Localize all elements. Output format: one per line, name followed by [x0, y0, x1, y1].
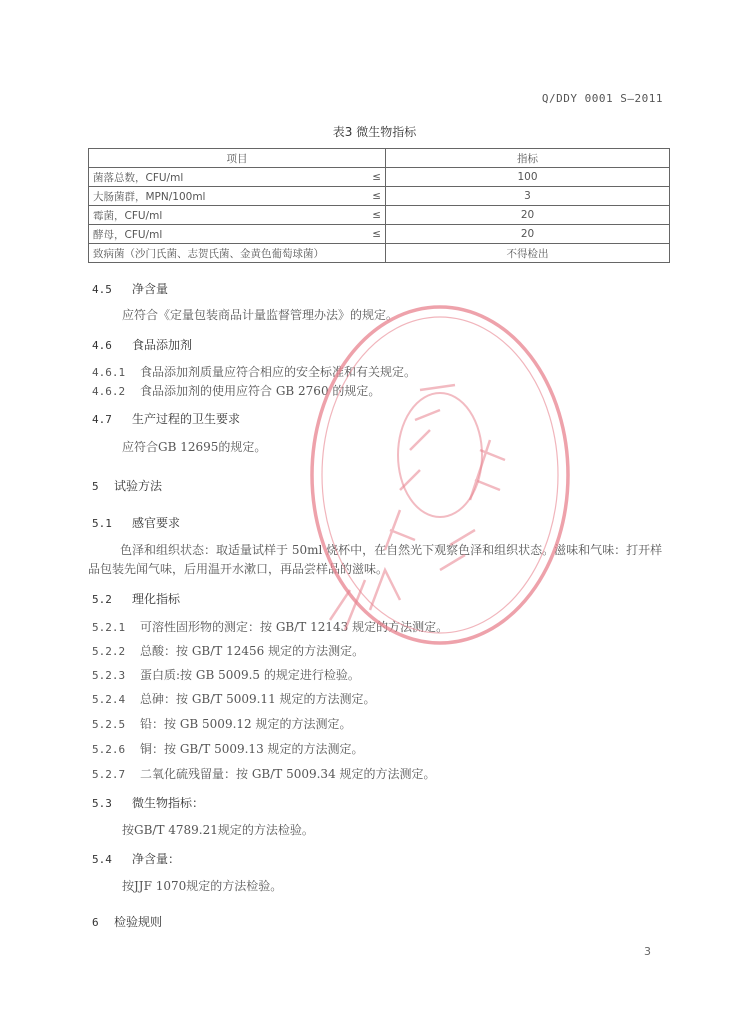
- paragraph-4-7: 应符合GB 12695的规定。: [122, 440, 267, 454]
- table-row: [89, 168, 670, 187]
- row-operator: ≤: [357, 225, 386, 244]
- clause-text: 食品添加剂的使用应符合 GB 2760 的规定。: [140, 384, 381, 398]
- paragraph-5-1: 色泽和组织状态：取适量试样于 50ml 烧杯中，在自然光下观察色泽和组织状态。滋味和气味：打开样品包装先闻气味，后用温开水漱口，再品尝样品的滋味。: [88, 543, 663, 576]
- row-value: 20: [386, 206, 670, 225]
- clause-text: 食品添加剂质量应符合相应的安全标准和有关规定。: [140, 365, 417, 379]
- section-number: 5.4: [92, 853, 112, 866]
- clause-text: 总酸：按 GB/T 12456 规定的方法测定。: [140, 644, 365, 658]
- section-heading-4-5: [92, 280, 168, 297]
- section-heading-4-7: [92, 410, 240, 427]
- section-title: 感官要求: [132, 516, 181, 530]
- table-row: [89, 225, 670, 244]
- company-seal-stamp: [290, 290, 580, 650]
- clause-5-2-7: [92, 765, 436, 782]
- section-number: 6: [92, 916, 99, 929]
- section-title: 生产过程的卫生要求: [132, 412, 241, 426]
- clause-number: 5.2.3: [92, 669, 126, 682]
- section-heading-4-6: [92, 336, 192, 353]
- section-number: 5.1: [92, 517, 112, 530]
- microbiology-table: [88, 148, 670, 263]
- clause-text: 总砷：按 GB/T 5009.11 规定的方法测定。: [140, 692, 376, 706]
- clause-number: 5.2.5: [92, 718, 126, 731]
- row-name: 大肠菌群，MPN/100ml: [89, 187, 358, 206]
- section-number: 4.5: [92, 283, 112, 296]
- section-title: 理化指标: [132, 592, 181, 606]
- section-heading-5-3: [92, 794, 204, 811]
- row-value: 3: [386, 187, 670, 206]
- clause-text: 可溶性固形物的测定：按 GB/T 12143 规定的方法测定。: [140, 620, 449, 634]
- row-operator: ≤: [357, 206, 386, 225]
- row-name: 菌落总数，CFU/ml: [89, 168, 358, 187]
- clause-text: 铜：按 GB/T 5009.13 规定的方法测定。: [140, 742, 364, 756]
- clause-5-2-2: [92, 642, 364, 659]
- clause-text: 铅：按 GB 5009.12 规定的方法测定。: [140, 717, 352, 731]
- section-number: 4.6: [92, 339, 112, 352]
- section-heading-5: [92, 477, 162, 494]
- seal-outer-ring: [312, 307, 568, 643]
- clause-5-2-6: [92, 740, 364, 757]
- table-row: [89, 187, 670, 206]
- table-header-row: [89, 149, 670, 168]
- table-row: [89, 206, 670, 225]
- clause-number: 4.6.2: [92, 385, 126, 398]
- clause-number: 5.2.4: [92, 693, 126, 706]
- row-value: 100: [386, 168, 670, 187]
- section-heading-6: [92, 913, 162, 930]
- section-heading-5-4: [92, 850, 180, 867]
- section-number: 5.3: [92, 797, 112, 810]
- section-number: 5.2: [92, 593, 112, 606]
- paragraph-5-4: 按JJF 1070规定的方法检验。: [122, 879, 283, 893]
- clause-number: 4.6.1: [92, 366, 126, 379]
- row-value: 20: [386, 225, 670, 244]
- table-row: [89, 244, 670, 263]
- row-name: 酵母，CFU/ml: [89, 225, 358, 244]
- section-number: 4.7: [92, 413, 112, 426]
- row-operator: ≤: [357, 187, 386, 206]
- row-name: 致病菌（沙门氏菌、志贺氏菌、金黄色葡萄球菌）: [89, 244, 358, 263]
- section-title: 检验规则: [114, 915, 163, 929]
- section-title: 微生物指标：: [132, 796, 205, 810]
- row-name: 霉菌，CFU/ml: [89, 206, 358, 225]
- page-number: 3: [644, 945, 651, 958]
- clause-5-2-4: [92, 690, 376, 707]
- section-title: 食品添加剂: [132, 338, 193, 352]
- seal-center-oval: [398, 393, 482, 517]
- row-operator: [357, 244, 386, 263]
- document-id: Q/DDY 0001 S—2011: [541, 92, 663, 105]
- row-value: 不得检出: [386, 244, 670, 263]
- clause-5-2-5: [92, 715, 351, 732]
- section-title: 净含量: [132, 282, 169, 296]
- clause-number: 5.2.1: [92, 621, 126, 634]
- clause-text: 蛋白质:按 GB 5009.5 的规定进行检验。: [140, 668, 360, 682]
- clause-number: 5.2.6: [92, 743, 126, 756]
- section-title: 净含量：: [132, 852, 181, 866]
- table-header-indicator: 指标: [386, 149, 670, 168]
- seal-lettering: [330, 385, 505, 630]
- clause-5-2-3: [92, 666, 360, 683]
- clause-number: 5.2.2: [92, 645, 126, 658]
- section-title: 试验方法: [114, 479, 163, 493]
- table-header-item: 项目: [89, 149, 386, 168]
- clause-4-6-1: [92, 363, 416, 380]
- table-caption: 表3 微生物指标: [332, 125, 417, 139]
- section-heading-5-1: [92, 514, 180, 531]
- clause-5-2-1: [92, 618, 448, 635]
- paragraph-4-5: 应符合《定量包装商品计量监督管理办法》的规定。: [122, 308, 399, 322]
- row-operator: ≤: [357, 168, 386, 187]
- clause-number: 5.2.7: [92, 768, 126, 781]
- paragraph-5-3: 按GB/T 4789.21规定的方法检验。: [122, 823, 314, 837]
- section-number: 5: [92, 480, 99, 493]
- clause-4-6-2: [92, 382, 380, 399]
- clause-text: 二氧化硫残留量：按 GB/T 5009.34 规定的方法测定。: [140, 767, 436, 781]
- section-heading-5-2: [92, 590, 180, 607]
